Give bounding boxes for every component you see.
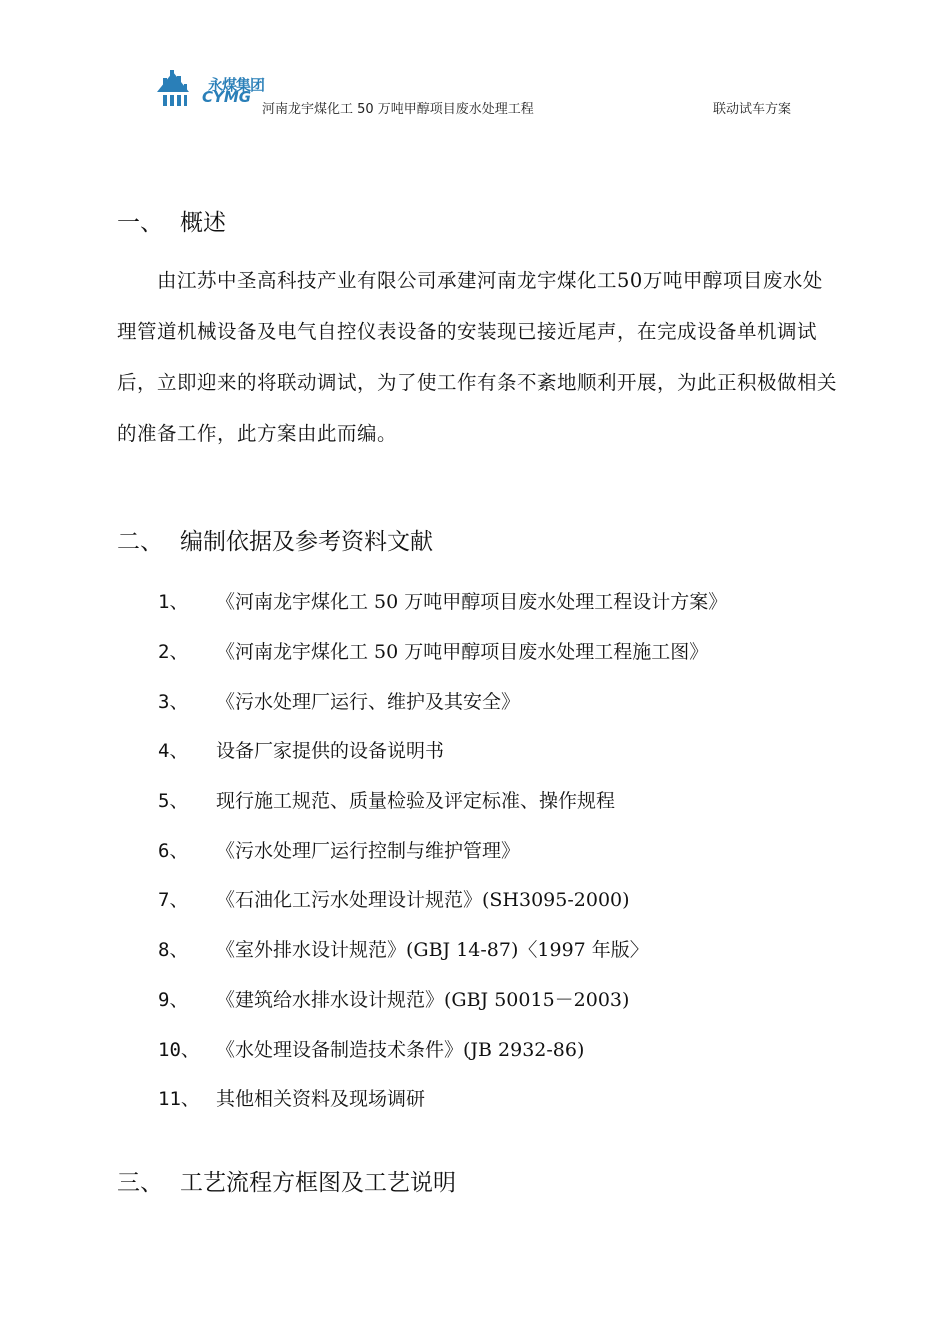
section-heading: 编制依据及参考资料文献 bbox=[180, 529, 433, 555]
section-heading: 概述 bbox=[180, 210, 226, 236]
reference-item bbox=[158, 786, 615, 813]
reference-number: 3、 bbox=[158, 691, 189, 713]
section-title-process bbox=[117, 1164, 456, 1197]
reference-item bbox=[158, 1084, 425, 1111]
reference-number: 4、 bbox=[158, 740, 189, 762]
reference-item bbox=[158, 587, 727, 614]
reference-item bbox=[158, 985, 629, 1012]
reference-number: 10、 bbox=[158, 1039, 200, 1061]
reference-text: 现行施工规范、质量检验及评定标准、操作规程 bbox=[216, 790, 616, 812]
section-number: 三、 bbox=[117, 1170, 163, 1196]
reference-number: 1、 bbox=[158, 591, 189, 613]
reference-number: 6、 bbox=[158, 840, 189, 862]
reference-text: 其他相关资料及现场调研 bbox=[216, 1088, 426, 1110]
reference-text: 《石油化工污水处理设计规范》(SH3095-2000) bbox=[216, 889, 630, 911]
page-header bbox=[0, 0, 950, 130]
section-title-references bbox=[117, 523, 433, 556]
section-heading: 工艺流程方框图及工艺说明 bbox=[180, 1170, 456, 1196]
section-number: 一、 bbox=[117, 210, 163, 236]
reference-number: 9、 bbox=[158, 989, 189, 1011]
reference-text: 《水处理设备制造技术条件》(JB 2932-86) bbox=[216, 1039, 585, 1061]
reference-number: 7、 bbox=[158, 889, 189, 911]
reference-text: 《室外排水设计规范》(GBJ 14-87)〈1997 年版〉 bbox=[216, 939, 649, 961]
reference-number: 8、 bbox=[158, 939, 189, 961]
reference-item bbox=[158, 736, 444, 763]
header-project-title: 河南龙宇煤化工 50 万吨甲醇项目废水处理工程 bbox=[262, 102, 534, 117]
reference-text: 《河南龙宇煤化工 50 万吨甲醇项目废水处理工程施工图》 bbox=[216, 641, 709, 663]
reference-number: 2、 bbox=[158, 641, 189, 663]
reference-item bbox=[158, 1035, 584, 1062]
header-doc-type: 联动试车方案 bbox=[713, 102, 792, 117]
reference-text: 《污水处理厂运行、维护及其安全》 bbox=[216, 691, 521, 713]
reference-text: 《建筑给水排水设计规范》(GBJ 50015－2003) bbox=[216, 989, 630, 1011]
logo-text-en: CYMG bbox=[202, 88, 252, 106]
overview-paragraph: 由江苏中圣高科技产业有限公司承建河南龙宇煤化工50万吨甲醇项目废水处理管道机械设备及电气自控仪表设备的安装现已接近尾声，在完成设备单机调试后，立即迎来的将联动调试，为了使工作有条不紊地顺利开展，为此正积极做相关的准备工作，此方案由此而编。 bbox=[117, 269, 838, 445]
reference-text: 《污水处理厂运行控制与维护管理》 bbox=[216, 840, 521, 862]
logo-text-cn: 永煤集团 bbox=[208, 76, 265, 94]
reference-item bbox=[158, 885, 630, 912]
section-title-overview bbox=[117, 204, 226, 237]
reference-item bbox=[158, 637, 708, 664]
reference-item bbox=[158, 687, 520, 714]
reference-number: 11、 bbox=[158, 1088, 200, 1110]
reference-item bbox=[158, 935, 649, 962]
section-number: 二、 bbox=[117, 529, 163, 555]
reference-item bbox=[158, 836, 520, 863]
reference-text: 《河南龙宇煤化工 50 万吨甲醇项目废水处理工程设计方案》 bbox=[216, 591, 728, 613]
reference-number: 5、 bbox=[158, 790, 189, 812]
reference-text: 设备厂家提供的设备说明书 bbox=[216, 740, 445, 762]
